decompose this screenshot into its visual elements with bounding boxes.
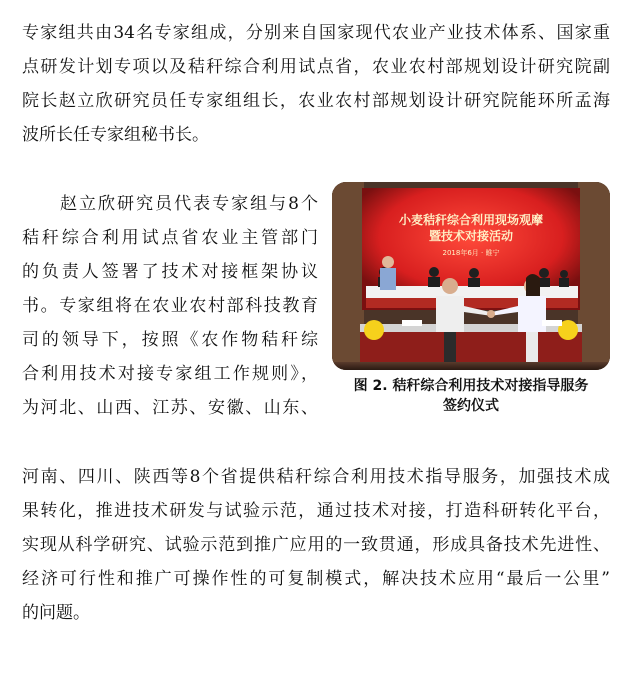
text-line: 秸秆综合利用试点省农业主管部门 — [22, 228, 318, 248]
paragraph-signing-full — [22, 460, 610, 630]
banner-date: 2018年6月 · 睢宁 — [442, 249, 500, 257]
text-line: 赵立欣研究员代表专家组与8个 — [22, 194, 318, 214]
figure-caption — [332, 376, 610, 416]
signing-ceremony-photo — [332, 182, 610, 370]
text-line: 的问题。 — [22, 603, 90, 623]
text-line: 院长赵立欣研究员任专家组组长，农业农村部规划设计研究院能环所孟海 — [22, 91, 610, 111]
text-line: 专家组共由34名专家组成，分别来自国家现代农业产业技术体系、国家重 — [22, 23, 610, 43]
caption-line: 签约仪式 — [443, 398, 499, 414]
text-line: 果转化，推进技术研发与试验示范，通过技术对接，打造科研转化平台， — [22, 501, 610, 521]
text-line: 的负责人签署了技术对接框架协议 — [22, 262, 318, 282]
photo-illustration — [332, 182, 610, 370]
text-line: 合利用技术对接专家组工作规则》， — [22, 364, 318, 384]
text-line: 波所长任专家组秘书长。 — [22, 125, 209, 145]
banner-title: 小麦秸秆综合利用现场观摩 — [398, 213, 543, 227]
text-line: 经济可行性和推广可操作性的可复制模式，解决技术应用“最后一公里” — [22, 569, 610, 589]
text-line: 河南、四川、陕西等8个省提供秸秆综合利用技术指导服务，加强技术成 — [22, 467, 610, 487]
text-line: 实现从科学研究、试验示范到推广应用的一致贯通，形成具备技术先进性、 — [22, 535, 610, 555]
banner-subtitle: 暨技术对接活动 — [428, 229, 513, 243]
text-line: 点研发计划专项以及秸秆综合利用试点省，农业农村部规划设计研究院副 — [22, 57, 610, 77]
text-line: 为河北、山西、江苏、安徽、山东、 — [22, 398, 318, 418]
paragraph-expert-group — [22, 16, 610, 152]
caption-line: 图 2. 秸秆综合利用技术对接指导服务 — [353, 378, 589, 394]
text-line: 书。专家组将在农业农村部科技教育 — [22, 296, 318, 316]
text-line: 司的领导下，按照《农作物秸秆综 — [22, 330, 318, 350]
paragraph-signing-narrow — [22, 187, 318, 425]
